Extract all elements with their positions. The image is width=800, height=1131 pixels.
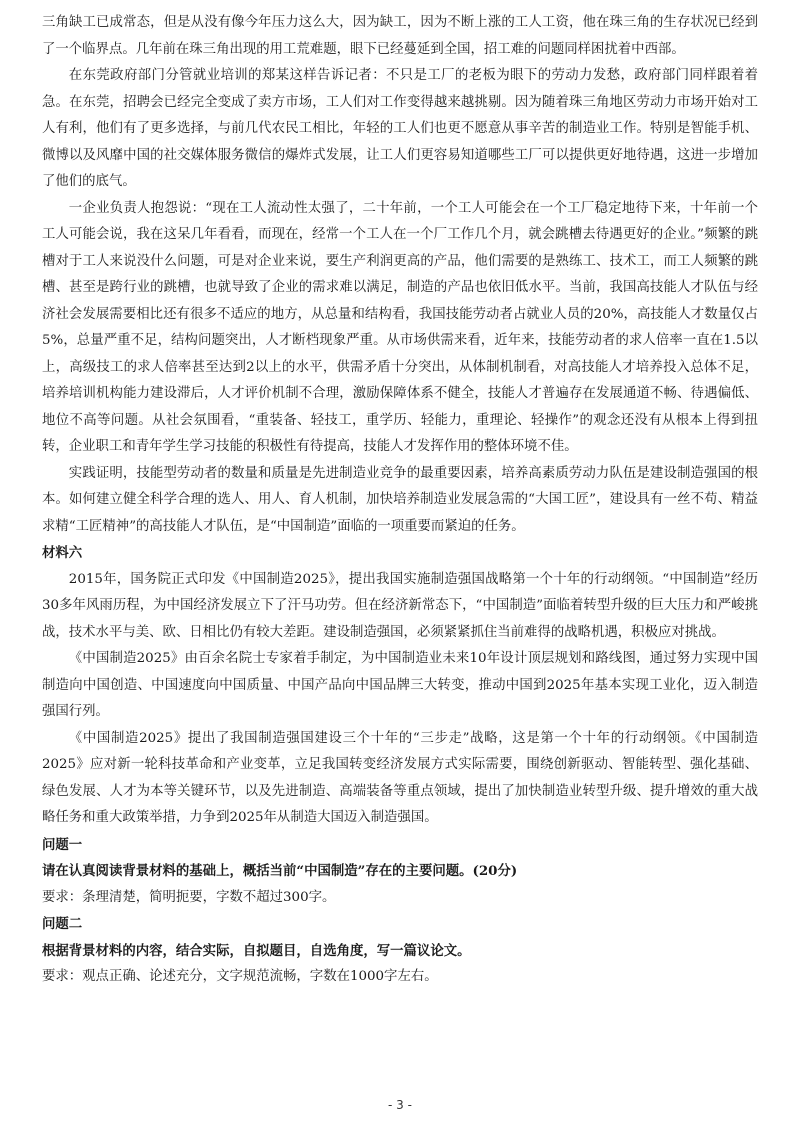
paragraph-made-in-china-2025: 2015年，国务院正式印发《中国制造2025》，提出我国实施制造强国战略第一个十年的行动纲领。“中国制造”经历30多年风雨历程，为中国经济发展立下了汗马功劳。但在经济新常态下，“中国制造”面临着转型升级的巨大压力和严峻挑战，技术水平与美、欧、日相比仍有较大差距。建设制造强国，必须紧紧抓住当前难得的战略机遇，积极应对挑战。 bbox=[42, 571, 758, 640]
question-two-prompt: 根据背景材料的内容，结合实际，自拟题目，自选角度，写一篇议论文。 bbox=[42, 942, 471, 959]
page-number: - 3 - bbox=[388, 1098, 412, 1112]
paragraph-expert-plan: 《中国制造2025》由百余名院士专家着手制定，为中国制造业未来10年设计顶层规划和路线图，通过努力实现中国制造向中国创造、中国速度向中国质量、中国产品向中国品牌三大转变，推动中国到2025年基本实现工业化，迈入制造强国行列。 bbox=[42, 651, 758, 719]
material-six-heading: 材料六 bbox=[42, 545, 83, 561]
question-two-requirement: 要求：观点正确、论述充分，文字规范流畅，字数在1000字左右。 bbox=[42, 969, 438, 984]
question-one-heading: 问题一 bbox=[42, 836, 83, 853]
paragraph-continuation: 三角缺工已成常态，但是从没有像今年压力这么大，因为缺工，因为不断上涨的工人工资，他在珠三角的生存状况已经到了一个临界点。几年前在珠三角出现的用工荒难题，眼下已经蔓延到全国，招工难的问题同样困扰着中西部。 bbox=[42, 15, 758, 57]
question-one-prompt: 请在认真阅读背景材料的基础上，概括当前“中国制造”存在的主要问题。(20分) bbox=[42, 863, 518, 879]
paragraph-dongguan: 在东莞政府部门分管就业培训的郑某这样告诉记者：不只是工厂的老板为眼下的劳动力发愁，政府部门同样跟着着急。在东莞，招聘会已经完全变成了卖方市场，工人们对工作变得越来越挑剔。因为随着珠三角地区劳动力市场开始对工人有利，他们有了更多选择，与前几代农民工相比，年轻的工人们也更不愿意从事辛苦的制造业工作。特别是智能手机、微博以及风靡中国的社交媒体服务微信的爆炸式发展，让工人们更容易知道哪些工厂可以提供更好地待遇，这进一步增加了他们的底气。 bbox=[42, 68, 758, 189]
paragraph-enterprise-complaint: 一企业负责人抱怨说：“现在工人流动性太强了，二十年前，一个工人可能会在一个工厂稳定地待下来，十年前一个工人可能会说，我在这呆几年看看，而现在，经常一个工人在一个厂工作几个月，就会跳槽去待遇更好的企业。”频繁的跳槽对于工人来说没什么问题，可是对企业来说，要生产利润更高的产品，他们需要的是熟练工、技术工，而工人频繁的跳槽、甚至是跨行业的跳槽，也就导致了企业的需求难以满足，制造的产品也依旧低水平。当前，我国高技能人才队伍与经济社会发展需要相比还有很多不适应的地方，从总量和结构看，我国技能劳动者占就业人员的20%，高技能人才数量仅占5%，总量严重不足，结构问题突出，人才断档现象严重。从市场供需来看，近年来，技能劳动者的求人倍率一直在1.5以上，高级技工的求人倍率甚至达到2以上的水平，供需矛盾十分突出，从体制机制看，对高技能人才培养投入总体不足，培养培训机构能力建设滞后，人才评价机制不合理，激励保障体系不健全，技能人才普遍存在发展通道不畅、待遇偏低、地位不高等问题。从社会氛围看，“重装备、轻技工，重学历、轻能力，重理论、轻操作”的观念还没有从根本上得到扭转，企业职工和青年学生学习技能的积极性有待提高，技能人才发挥作用的整体环境不佳。 bbox=[42, 200, 758, 454]
paragraph-three-steps: 《中国制造2025》提出了我国制造强国建设三个十年的“三步走”战略，这是第一个十年的行动纲领。《中国制造2025》应对新一轮科技革命和产业变革，立足我国转变经济发展方式实际需要，围绕创新驱动、智能转型、强化基础、绿色发展、人才为本等关键环节，以及先进制造、高端装备等重点领域，提出了加快制造业转型升级、提升增效的重大战略任务和重大政策举措，力争到2025年从制造大国迈入制造强国。 bbox=[42, 730, 758, 825]
paragraph-practice-proves: 实践证明，技能型劳动者的数量和质量是先进制造业竞争的最重要因素，培养高素质劳动力队伍是建设制造强国的根本。如何建立健全科学合理的选人、用人、育人机制，加快培养制造业发展急需的“大国工匠”，建设具有一丝不苟、精益求精“工匠精神”的高技能人才队伍，是“中国制造”面临的一项重要而紧迫的任务。 bbox=[42, 465, 758, 534]
question-two-heading: 问题二 bbox=[42, 916, 83, 932]
question-one-requirement: 要求：条理清楚，简明扼要，字数不超过300字。 bbox=[42, 889, 336, 905]
